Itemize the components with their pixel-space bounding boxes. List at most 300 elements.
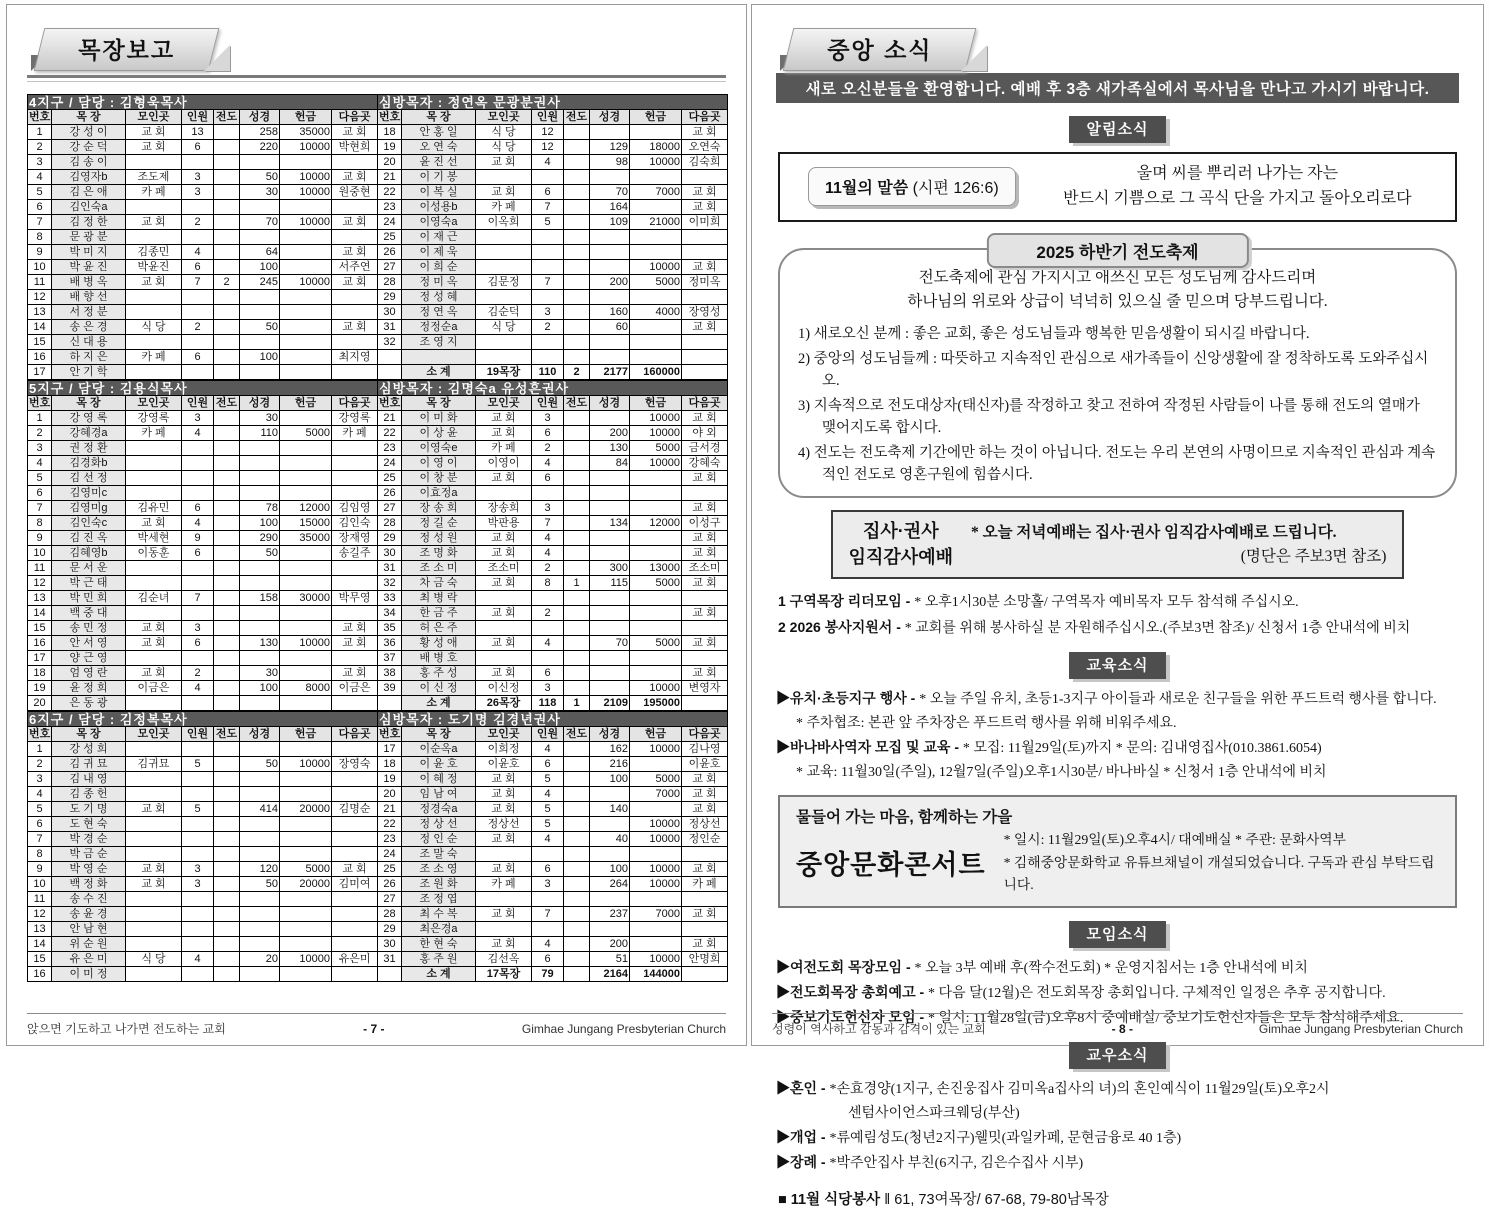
cell <box>182 832 214 847</box>
cell: 10000 <box>280 170 332 185</box>
cell <box>126 832 182 847</box>
table-row <box>28 185 728 200</box>
cell <box>590 681 630 696</box>
cell: 19 <box>28 681 52 696</box>
bullet-line <box>778 617 1459 639</box>
cell <box>564 200 590 215</box>
column-header: 성경 <box>240 110 280 125</box>
cell: 김 선 정 <box>52 471 126 486</box>
cell: 교 회 <box>332 170 378 185</box>
cell: 10000 <box>280 636 332 651</box>
cell <box>240 847 280 862</box>
column-header: 성경 <box>590 727 630 742</box>
cell: 이금은 <box>126 681 182 696</box>
cell <box>214 591 240 606</box>
cell: 원중현 <box>332 185 378 200</box>
cell <box>214 411 240 426</box>
cell <box>564 426 590 441</box>
bullet-line <box>776 1078 1459 1100</box>
bullet-text: * 오후1시30분 소망홀/ 구역목자 예비목자 모두 참석해 주십시오. <box>914 594 1299 610</box>
cell <box>590 531 630 546</box>
bullet-text: * 교회를 위해 봉사하실 분 자원해주십시오.(주보3면 참조)/ 신청서 1층 안내석에 비치 <box>904 621 1411 637</box>
cell <box>332 305 378 320</box>
cell: 5000 <box>630 275 682 290</box>
cell <box>214 501 240 516</box>
cell <box>630 546 682 561</box>
bullet-text: * 모집: 11월29일(토)까지 * 문의: 김내영집사(010.3861.6054) <box>962 741 1322 757</box>
cell <box>590 546 630 561</box>
cell: 2 <box>532 606 564 621</box>
cell <box>476 290 532 305</box>
cell: 교 회 <box>476 576 532 591</box>
cell <box>214 696 240 711</box>
table-row <box>28 651 728 666</box>
cell: 4 <box>532 742 564 757</box>
cell <box>564 967 590 982</box>
cell: 2 <box>182 215 214 230</box>
cell: 10 <box>28 877 52 892</box>
cell <box>532 486 564 501</box>
cell: 교 회 <box>476 426 532 441</box>
cell: 정 성 원 <box>402 531 476 546</box>
cell: 1 <box>28 411 52 426</box>
cell: 3 <box>182 170 214 185</box>
cell <box>630 471 682 486</box>
cell: 5 <box>532 802 564 817</box>
cell <box>564 471 590 486</box>
column-header: 모인곳 <box>476 396 532 411</box>
table-row <box>28 952 728 967</box>
bullet-lead: 2 2026 봉사지원서 - <box>778 619 905 636</box>
cell <box>214 907 240 922</box>
cell <box>280 200 332 215</box>
cell: 교 회 <box>476 787 532 802</box>
column-header: 인원 <box>532 396 564 411</box>
cell: 6 <box>182 546 214 561</box>
cell: 5000 <box>280 426 332 441</box>
cell: 교 회 <box>126 636 182 651</box>
cell <box>214 230 240 245</box>
cell: 7 <box>532 907 564 922</box>
table-row <box>28 787 728 802</box>
cell <box>682 621 728 636</box>
cell: 10000 <box>280 757 332 772</box>
cell: 3 <box>532 305 564 320</box>
cell <box>476 170 532 185</box>
left-page-title: 목장보고 <box>78 37 176 63</box>
cell: 소 계 <box>402 365 476 380</box>
left-title-ribbon <box>31 29 726 71</box>
cell <box>682 245 728 260</box>
cell: 교 회 <box>682 260 728 275</box>
cell: 교 회 <box>476 155 532 170</box>
cell: 9 <box>182 531 214 546</box>
cell <box>564 832 590 847</box>
cell: 12000 <box>280 501 332 516</box>
bullet-text: *손효경양(1지구, 손진웅집사 김미옥a집사의 녀)의 혼인예식이 11월29일(토)오후2시 <box>829 1081 1330 1097</box>
cell <box>214 561 240 576</box>
district-header: 6지구 / 담당 : 김정복목사 <box>28 712 378 727</box>
cell: 23 <box>378 832 402 847</box>
cell <box>182 486 214 501</box>
footer-motto: 앉으면 기도하고 나가면 전도하는 교회 <box>27 1022 226 1036</box>
cell <box>182 937 214 952</box>
cell: 김귀묘 <box>126 757 182 772</box>
cell: 50 <box>240 757 280 772</box>
bullet-line <box>776 1152 1459 1174</box>
festival-intro-line: 하나님의 위로와 상급이 넉넉히 있으실 줄 믿으며 당부드립니다. <box>907 293 1328 311</box>
cell: 교 회 <box>682 320 728 335</box>
cell <box>630 531 682 546</box>
cell <box>182 230 214 245</box>
cell <box>182 892 214 907</box>
cell: 식 당 <box>476 140 532 155</box>
cell <box>280 320 332 335</box>
cell: 29 <box>378 922 402 937</box>
cell <box>126 651 182 666</box>
cell: 카 페 <box>126 185 182 200</box>
column-header: 헌금 <box>630 396 682 411</box>
cell: 김영미g <box>52 501 126 516</box>
cell <box>590 817 630 832</box>
cell <box>564 681 590 696</box>
cell: 160000 <box>630 365 682 380</box>
cell: 19목장 <box>476 365 532 380</box>
cell: 교 회 <box>476 832 532 847</box>
cell: 김문정 <box>476 275 532 290</box>
column-header: 번호 <box>29 396 51 409</box>
cell <box>214 787 240 802</box>
cell: 이순옥a <box>402 742 476 757</box>
table-row <box>28 576 728 591</box>
cell: 162 <box>590 742 630 757</box>
column-header: 인원 <box>182 110 214 125</box>
cell: 조도제 <box>126 170 182 185</box>
column-header-row <box>28 727 728 742</box>
cell: 14 <box>28 606 52 621</box>
cell: 2 <box>182 320 214 335</box>
column-header: 헌금 <box>280 396 332 411</box>
cell <box>126 787 182 802</box>
cell: 110 <box>240 426 280 441</box>
cell: 2 <box>532 561 564 576</box>
cell <box>240 456 280 471</box>
cell: 김미여 <box>332 877 378 892</box>
cell: 카 페 <box>126 350 182 365</box>
cell <box>182 456 214 471</box>
cell <box>182 922 214 937</box>
bullet-text: *류예림성도(청년2지구)웰밋(과일카페, 문현금융로 40 1층) <box>829 1130 1182 1146</box>
cell: 최 수 복 <box>402 907 476 922</box>
cell <box>240 230 280 245</box>
cell: 교 회 <box>126 275 182 290</box>
cell: 교 회 <box>476 802 532 817</box>
cell <box>590 847 630 862</box>
cell <box>532 847 564 862</box>
cell <box>126 305 182 320</box>
cell: 2 <box>532 441 564 456</box>
bullet-lead: ▶여전도회 목장모임 - <box>776 958 915 975</box>
cell <box>564 531 590 546</box>
cell: 6 <box>28 200 52 215</box>
cell: 200 <box>590 426 630 441</box>
cell: 이 창 분 <box>402 471 476 486</box>
cell <box>564 290 590 305</box>
cell: 200 <box>590 937 630 952</box>
cell: 이영이 <box>476 456 532 471</box>
cell: 정 인 순 <box>402 832 476 847</box>
festival-item: 3) 지속적으로 전도대상자(태신자)를 작정하고 찾고 전하여 작정된 사람들이 나를 통해 전도의 열매가 맺어지도록 합시다. <box>798 397 1420 437</box>
cell: 11 <box>28 275 52 290</box>
cell: 변영자 <box>682 681 728 696</box>
cell: 이 미 화 <box>402 411 476 426</box>
cell: 7000 <box>630 787 682 802</box>
cell <box>332 922 378 937</box>
table-row <box>28 531 728 546</box>
cell <box>240 335 280 350</box>
cell: 30 <box>240 411 280 426</box>
cell: 이윤호 <box>476 757 532 772</box>
cell: 10000 <box>630 877 682 892</box>
cell: 4 <box>532 456 564 471</box>
cell <box>240 742 280 757</box>
cell: 4 <box>532 832 564 847</box>
cell <box>630 320 682 335</box>
cell <box>214 546 240 561</box>
cell: 12 <box>532 125 564 140</box>
verse-text <box>1032 162 1443 212</box>
cell: 195000 <box>630 696 682 711</box>
cell <box>332 937 378 952</box>
cell: 6 <box>182 140 214 155</box>
cell: 6 <box>532 757 564 772</box>
cell: 식 당 <box>126 952 182 967</box>
cell <box>280 486 332 501</box>
cell: 카 페 <box>476 441 532 456</box>
cell <box>590 335 630 350</box>
cell <box>182 787 214 802</box>
cell: 이 제 욱 <box>402 245 476 260</box>
table-row <box>28 245 728 260</box>
cell: 7 <box>532 200 564 215</box>
cell: 윤 진 선 <box>402 155 476 170</box>
festival-intro <box>798 266 1437 316</box>
ribbon-right-triangle-icon <box>961 45 987 71</box>
cell: 오연숙 <box>682 140 728 155</box>
verse-label-ref: (시편 126:6) <box>912 180 999 198</box>
cell: 장영성 <box>682 305 728 320</box>
ordination-service-box <box>831 510 1405 578</box>
cell: 유 은 미 <box>52 952 126 967</box>
cell <box>214 681 240 696</box>
cell: 24 <box>378 456 402 471</box>
column-header: 전도 <box>564 727 590 742</box>
cell: 26 <box>378 877 402 892</box>
cell: 31 <box>378 320 402 335</box>
cell: 정미옥 <box>682 275 728 290</box>
cell <box>332 200 378 215</box>
right-page-footer <box>772 1010 1463 1037</box>
column-header: 목 장 <box>402 727 476 742</box>
cell: 10000 <box>630 817 682 832</box>
cell <box>564 501 590 516</box>
cell <box>240 696 280 711</box>
cell <box>564 636 590 651</box>
cell: 김 은 애 <box>52 185 126 200</box>
cell: 27 <box>378 260 402 275</box>
district-table <box>27 711 728 982</box>
cell: 98 <box>590 155 630 170</box>
cell: 김 귀 묘 <box>52 757 126 772</box>
cell <box>532 245 564 260</box>
cell: 10000 <box>280 952 332 967</box>
cell: 문 광 분 <box>52 230 126 245</box>
cell: 30 <box>240 666 280 681</box>
cell: 교 회 <box>332 215 378 230</box>
cell: 교 회 <box>476 907 532 922</box>
cell: 소 계 <box>402 967 476 982</box>
cell: 박 영 순 <box>52 862 126 877</box>
cell <box>564 877 590 892</box>
cell: 조소미 <box>476 561 532 576</box>
cell <box>280 335 332 350</box>
cell <box>280 365 332 380</box>
cell <box>240 576 280 591</box>
table-row <box>28 486 728 501</box>
cell <box>332 441 378 456</box>
cell: 13000 <box>630 561 682 576</box>
cell <box>182 365 214 380</box>
cell: 김영미c <box>52 486 126 501</box>
cell: 200 <box>590 275 630 290</box>
cell: 10000 <box>630 742 682 757</box>
cell <box>126 441 182 456</box>
cell <box>182 305 214 320</box>
cell <box>280 832 332 847</box>
cell: 정 상 선 <box>402 817 476 832</box>
cell: 30 <box>378 305 402 320</box>
cell <box>126 561 182 576</box>
cell: 김경화b <box>52 456 126 471</box>
cell: 50 <box>240 170 280 185</box>
education-badge: 교육소식 <box>1069 652 1167 679</box>
cell: 18 <box>378 757 402 772</box>
cell: 51 <box>590 952 630 967</box>
cell <box>182 651 214 666</box>
cell <box>214 832 240 847</box>
cell: 4 <box>532 531 564 546</box>
cell: 4000 <box>630 305 682 320</box>
cell: 134 <box>590 516 630 531</box>
cell: 6 <box>532 185 564 200</box>
column-header: 헌금 <box>280 110 332 125</box>
cell <box>378 967 402 982</box>
cell <box>564 155 590 170</box>
cell: 79 <box>532 967 564 982</box>
cell: 교 회 <box>126 140 182 155</box>
cell <box>682 847 728 862</box>
cell: 24 <box>378 215 402 230</box>
cell <box>564 260 590 275</box>
cell: 6 <box>182 350 214 365</box>
cell: 4 <box>182 952 214 967</box>
cell: 이 신 정 <box>402 681 476 696</box>
cell: 129 <box>590 140 630 155</box>
column-header: 전도 <box>214 396 240 411</box>
cell: 21 <box>378 170 402 185</box>
table-row <box>28 636 728 651</box>
cell <box>182 335 214 350</box>
cell: 이 혜 정 <box>402 772 476 787</box>
cell <box>332 847 378 862</box>
cell <box>126 922 182 937</box>
cell <box>182 696 214 711</box>
cell <box>214 606 240 621</box>
cell: 64 <box>240 245 280 260</box>
ordination-text <box>971 521 1386 568</box>
cell: 교 회 <box>476 862 532 877</box>
cell: 정인순 <box>682 832 728 847</box>
cell <box>682 696 728 711</box>
cell: 교 회 <box>126 516 182 531</box>
cell: 10000 <box>280 275 332 290</box>
cell: 강 성 이 <box>52 125 126 140</box>
column-header: 전도 <box>214 110 240 125</box>
cell: 11 <box>28 892 52 907</box>
cell: 교 회 <box>682 666 728 681</box>
cell: 70 <box>240 215 280 230</box>
cell: 36 <box>378 636 402 651</box>
cell: 18 <box>378 125 402 140</box>
cell <box>280 907 332 922</box>
cell: 임 남 여 <box>402 787 476 802</box>
cell <box>214 742 240 757</box>
cell: 40 <box>590 832 630 847</box>
cell: 교 회 <box>682 471 728 486</box>
table-row <box>28 802 728 817</box>
cell: 14 <box>28 320 52 335</box>
mokjang-report-tables <box>27 94 726 982</box>
cell: 19 <box>378 140 402 155</box>
cell: 30 <box>378 937 402 952</box>
cell: 교 회 <box>682 200 728 215</box>
cell <box>590 651 630 666</box>
cell <box>590 230 630 245</box>
cell: 8000 <box>280 681 332 696</box>
cell: 교 회 <box>126 621 182 636</box>
ordination-label <box>849 519 953 569</box>
cell <box>590 501 630 516</box>
cell: 교 회 <box>682 636 728 651</box>
verse-label <box>808 167 1016 206</box>
cell <box>214 817 240 832</box>
cell: 교 회 <box>126 862 182 877</box>
welcome-banner: 새로 오신분들을 환영합니다. 예배 후 3층 새가족실에서 목사님을 만나고 가시기 바랍니다. <box>776 73 1459 103</box>
cell: 4 <box>532 155 564 170</box>
district-header-row <box>28 381 728 396</box>
cell: 교 회 <box>682 606 728 621</box>
cell: 김 송 이 <box>52 155 126 170</box>
concert-row <box>796 829 1439 895</box>
table-row <box>28 125 728 140</box>
cell <box>126 155 182 170</box>
column-header: 다음곳 <box>682 727 728 742</box>
left-title-banner <box>34 28 220 71</box>
cell: 38 <box>378 666 402 681</box>
ordination-label-line2: 임직감사예배 <box>848 546 953 567</box>
cell: 교 회 <box>682 907 728 922</box>
cell: 김순덕 <box>476 305 532 320</box>
